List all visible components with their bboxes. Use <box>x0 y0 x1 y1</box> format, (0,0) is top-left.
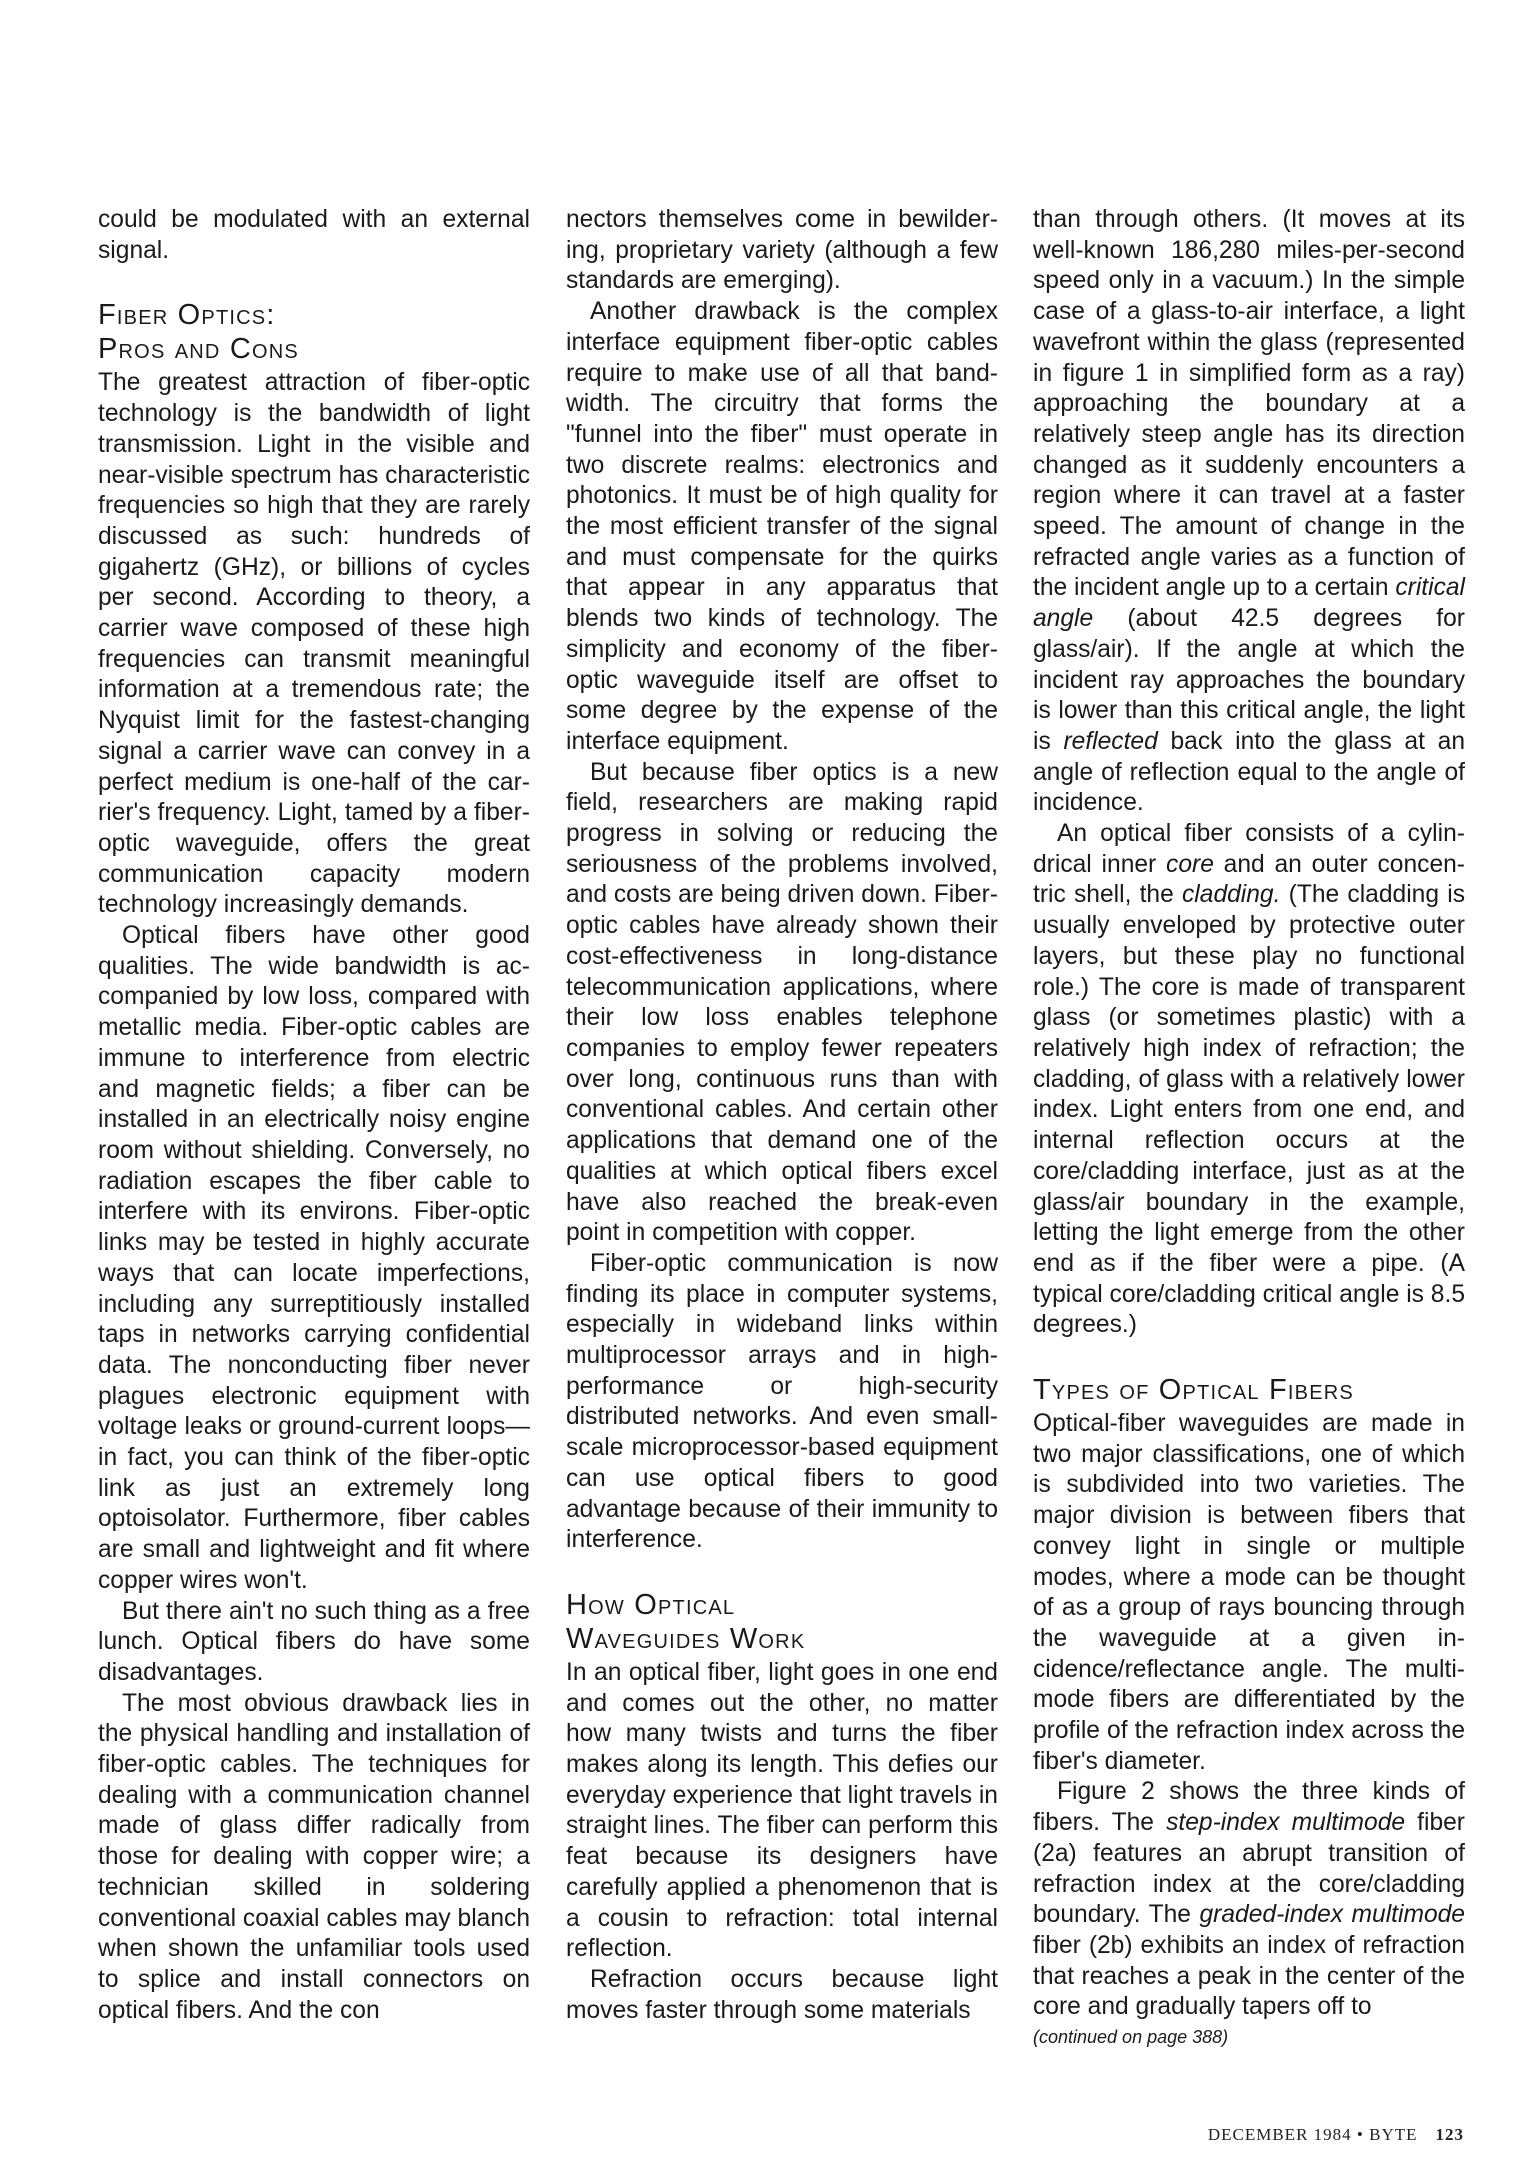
paragraph: In an optical fiber, light goes in one end and comes out the other, no matter how many twists and turns the fiber makes along its length. This defies our everyday experience that light travels in straight lines. The fiber can perform this feat because its designers have carefully applied a phenomenon that is a cousin to refraction: total internal reflection. <box>566 1658 998 1963</box>
paragraph <box>1033 819 1465 1341</box>
heading-line: Fiber Optics: <box>98 299 276 332</box>
heading-line: How Optical <box>566 1588 736 1621</box>
term-critical-angle: critical angle <box>1033 574 1466 633</box>
heading-line: Waveguides Work <box>566 1622 806 1655</box>
text-run: Figure 2 shows the three kinds of fibers. The <box>1033 1778 1465 1837</box>
paragraph: Optical fibers have other good qualities. The wide bandwidth is accompanied by low loss, compared with metallic media. Fiber-optic cables are immune to interference from electric and magnetic fields; a fiber can be installed in an electrically noisy engine room without shielding. Conversely, no radiation escapes the fiber cable to interfere with its environs. Fiber-optic links may be tested in highly accurate ways that can locate imperfections, including any surreptitiously installed taps in networks carrying confidential data. The nonconducting fiber never plagues electronic equipment with voltage leaks or ground-current loops—in fact, you can think of the fiber-optic link as just an extremely long optoisolator. Furthermore, fiber cables are small and lightweight and fit where copper wires won't. <box>98 922 530 1594</box>
paragraph <box>1033 1777 1465 2023</box>
paragraph: But because fiber optics is a new field, researchers are making rapid progress in solving or reducing the seriousness of the problems involved, and costs are being driven down. Fiber-optic cables have already shown their cost-effectiveness in long-distance telecommunication applications, where their low loss enables telephone companies to employ fewer repeaters over long, continuous runs than with conventional cables. And certain other applications that demand one of the qualities at which optical fibers excel have also reached the break-even point in competition with copper. <box>566 758 998 1247</box>
text-run: An optical fiber consists of a cylindrical inner <box>1033 820 1465 878</box>
paragraph: Optical-fiber waveguides are made in two major classifications, one of which is subdivided into two varieties. The major division is between fibers that convey light in single or multiple modes, where a mode can be thought of as a group of rays bouncing through the waveguide at a given incidence/reflectance angle. The multimode fibers are differentiated by the profile of the refraction index across the fiber's diameter. <box>1033 1410 1465 1775</box>
term-graded-index: graded-index multimode <box>1199 1901 1465 1929</box>
heading-line: Types of Optical Fibers <box>1033 1374 1354 1407</box>
section-heading-pros-cons <box>98 298 530 366</box>
text-run: fiber (2a) features an abrupt transition of refraction index at the core/cladding boundary. The <box>1033 1809 1465 1929</box>
paragraph: nectors themselves come in bewildering, proprietary variety (although a few standards are emerging). <box>566 206 998 295</box>
text-run: (about 42.5 degrees for glass/air). If the angle at which the incident ray approaches the boundary is lower than this critical angle, the light is <box>1033 605 1465 755</box>
term-step-index: step-index multimode <box>1166 1809 1406 1837</box>
column-3 <box>1033 205 1465 2051</box>
term-core: core <box>1166 850 1214 878</box>
continued-notice: (continued on page 388) <box>1033 2027 1229 2048</box>
issue-line: DECEMBER 1984 • BYTE <box>1207 2125 1418 2144</box>
paragraph: could be modulated with an external signal. <box>98 206 530 264</box>
text-run: and an outer concentric shell, the <box>1033 850 1465 909</box>
paragraph: But there ain't no such thing as a free lunch. Optical fibers do have some disadvantages. <box>98 1597 530 1686</box>
text-run: (The cladding is usually enveloped by protective outer layers, but these play no functional role.) The core is made of transparent glass (or sometimes plastic) with a relatively high index of refraction; the cladding, of glass with a relatively lower index. Light enters from one end, and internal reflection occurs at the core/cladding interface, just as at the glass/air boundary in the example, letting the light emerge from the other end as if the fiber were a pipe. (A typical core/cladding critical angle is 8.5 degrees.) <box>1033 881 1465 1339</box>
section-heading-how-waveguides-work <box>566 1588 998 1656</box>
term-cladding: cladding. <box>1182 881 1281 909</box>
text-run: fiber (2b) exhibits an index of refraction that reaches a peak in the center of the core and gradually tapers off to <box>1033 1931 1465 2021</box>
text-run: back into the glass at an angle of reflection equal to the angle of incidence. <box>1033 727 1465 817</box>
paragraph <box>1033 205 1465 819</box>
heading-line: Pros and Cons <box>98 333 299 366</box>
paragraph: Fiber-optic communication is now finding its place in computer systems, especially in wideband links within multiprocessor arrays and in high-performance or high-security distributed networks. And even small-scale microprocessor-based equipment can use optical fibers to good advantage because of their immunity to interference. <box>566 1249 998 1554</box>
page-footer <box>1208 2125 1464 2145</box>
paragraph: Refraction occurs because light moves faster through some materials <box>566 1965 998 2024</box>
paragraph: The most obvious drawback lies in the physical handling and installation of fiber-optic cables. The techniques for dealing with a communication channel made of glass differ radically from those for dealing with copper wire; a technician skilled in soldering conventional coaxial cables may blanch when shown the unfamiliar tools used to splice and install connectors on optical fibers. And the con <box>98 1689 531 2024</box>
column-2 <box>566 205 998 2026</box>
paragraph: The greatest attraction of fiber-optic technology is the bandwidth of light transmission. Light in the visible and near-visible spectrum has characteristic frequencies so high that they are rarely discussed as such: hundreds of gigahertz (GHz), or billions of cycles per second. According to theory, a carrier wave composed of these high frequencies can transmit meaningful information at a tremendous rate; the Nyquist limit for the fastest-changing signal a carrier wave can convey in a perfect medium is one-half of the carrier's frequency. Light, tamed by a fiber-optic waveguide, offers the great communication capacity modern technology increasingly demands. <box>98 369 530 919</box>
section-heading-types-of-fibers <box>1033 1373 1465 1407</box>
page-number: 123 <box>1435 2125 1464 2144</box>
text-run: than through others. (It moves at its well-known 186,280 miles-per-second speed only in a vacuum.) In the simple case of a glass-to-air interface, a light wavefront within the glass (represented in figure 1 in simplified form as a ray) approaching the boundary at a relatively steep angle has its direction changed as it suddenly encounters a region where it can travel at a faster speed. The amount of change in the refracted angle varies as a function of the incident angle up to a certain <box>1033 206 1465 602</box>
term-reflected: reflected <box>1063 727 1158 755</box>
column-1 <box>98 205 530 2026</box>
paragraph: Another drawback is the complex interface equipment fiber-optic cables require to make use of all that bandwidth. The circuitry that forms the "funnel into the fiber" must operate in two discrete realms: electronics and photonics. It must be of high quality for the most efficient transfer of the signal and must compensate for the quirks that appear in any apparatus that blends two kinds of technology. The simplicity and economy of the fiber-optic waveguide itself are offset to some degree by the expense of the interface equipment. <box>566 298 998 755</box>
